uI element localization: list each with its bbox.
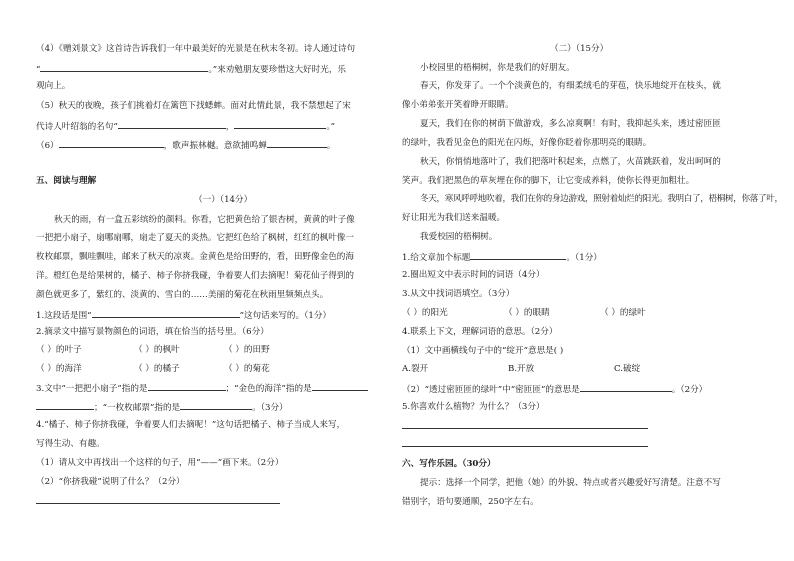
passage-two-line: 小校园里的梧桐树，你是我们的好朋友。 xyxy=(420,63,575,73)
p2-question-4: 4.联系上下文，理解词语的意思。（2分） xyxy=(402,327,558,337)
passage-one-line: 一把把小扇子，扇哪扇哪，扇走了夏天的炎热。它把红色给了枫树，红红的枫叶像一 xyxy=(36,233,354,243)
q4-line3: 观向上。 xyxy=(36,81,71,91)
fill-item[interactable]: （ ）的绿叶 xyxy=(600,308,646,318)
color-item[interactable]: （ ）的菊花 xyxy=(224,364,270,374)
answer-line[interactable] xyxy=(36,503,280,504)
p1-question-4-line1: 4.“橘子、柿子你挤我碰，争着要人们去摘呢！”这句话把橘子、柿子当成人来写， xyxy=(36,420,346,430)
q5-line1: （5）秋天的夜晚，孩子们挑着灯在篱笆下找蟋蟀。面对此情此景，我不禁想起了宋 xyxy=(36,101,351,111)
q1-text-post: ”这句话来写的。（1分） xyxy=(239,311,332,321)
q3-text-end: 。（3分） xyxy=(252,403,288,413)
q3-text-mid: ；“金色的海洋”指的是 xyxy=(225,384,312,394)
q4-line1: （4）《赠刘景文》这首诗告诉我们一年中最美好的光景是在秋末冬初。诗人通过诗句 xyxy=(36,44,356,54)
section-six-heading: 六、写作乐园。（30分） xyxy=(402,459,496,469)
passage-two-line: 夏天，我们在你的树荫下做游戏，多么凉爽啊！有时，我抑起头来，透过密匝匝 xyxy=(420,119,721,129)
passage-one-line: 颜色就更多了，紫红的、淡黄的、雪白的……美丽的菊花在秋雨里频频点头。 xyxy=(36,290,329,300)
choice-option[interactable]: A.裂开 xyxy=(402,364,429,374)
p1-question-3-line1 xyxy=(36,381,368,395)
passage-one-line: 枚枚邮票，飘哇飘哇，邮来了秋天的凉爽。金黄色是给田野的，看，田野像金色的海 xyxy=(36,252,354,262)
passage-two-line: 笑声。我们把黑色的草灰埋在你的脚下，让它变成养料，使你长得更加粗壮。 xyxy=(402,176,695,186)
q1r-text-pre: 1.给文章加个标题 xyxy=(402,253,471,263)
q1-blank[interactable] xyxy=(92,308,240,318)
q3-blank-3[interactable] xyxy=(36,400,94,410)
q3-blank-2[interactable] xyxy=(312,381,368,391)
q6-line xyxy=(36,138,335,152)
passage-two-line: 好让阳光为我们送来温暖。 xyxy=(402,213,506,223)
passage-one-heading: （一）（14分） xyxy=(194,195,253,205)
choice-option[interactable]: B.开放 xyxy=(508,364,535,374)
q4r-text-post: 。（2分） xyxy=(671,385,708,395)
answer-line[interactable] xyxy=(402,446,648,447)
q4-blank[interactable] xyxy=(40,62,208,72)
q6-text-mid: ，歌声振林樾。意欲捕鸣蝉 xyxy=(163,141,267,151)
p1-question-4-sub1: （1）请从文中再找出一个这样的句子，用“——”画下来。（2分） xyxy=(36,458,284,468)
q3-blank-4[interactable] xyxy=(180,400,252,410)
q5-text-end: 。” xyxy=(326,122,336,132)
passage-two-heading: （二）（15分） xyxy=(550,44,609,54)
title-blank[interactable] xyxy=(470,250,566,260)
fill-item[interactable]: （ ）的眼睛 xyxy=(504,308,550,318)
choice-option[interactable]: C.破绽 xyxy=(614,364,641,374)
q6-blank-1[interactable] xyxy=(59,138,164,148)
p1-question-3-line2 xyxy=(36,400,288,414)
q6-blank-2[interactable] xyxy=(267,138,327,148)
q3-blank-1[interactable] xyxy=(148,381,226,391)
passage-one-line: 洋。橙红色是给果树的，橘子、柿子你挤我碰，争着要人们去摘呢！菊花仙子得到的 xyxy=(36,271,354,281)
p1-question-2: 2.摘录文中描写景物颜色的词语，填在恰当的括号里。（6分） xyxy=(36,327,269,337)
color-item[interactable]: （ ）的枫叶 xyxy=(134,345,180,355)
q5-blank-2[interactable] xyxy=(234,119,326,129)
passage-two-line: 冬天，寒风呼呼地吹着，我们在你的身边游戏，照射着灿烂的阳光。我明白了，梧桐树，你落了叶， xyxy=(420,194,783,204)
q5-text-mid: ， xyxy=(225,122,235,132)
p2-question-4-sub1: （1）文中画横线句子中的“绽开”意思是( ) xyxy=(402,346,564,356)
passage-two-line: 的绿叶，我看见金色的阳光在闪烁，好像你眨着你那明亮的眼睛。 xyxy=(402,138,652,148)
section-five-heading: 五、阅读与理解 xyxy=(36,176,97,186)
q5-text-pre: 代诗人叶绍翁的名句“ xyxy=(36,122,118,132)
q6-text-pre: （6） xyxy=(36,141,59,151)
color-item[interactable]: （ ）的橘子 xyxy=(134,364,180,374)
q5-blank-1[interactable] xyxy=(118,119,226,129)
passage-two-line: 我爱校园的梧桐树。 xyxy=(420,232,498,242)
fill-item[interactable]: （ ）的阳光 xyxy=(402,308,448,318)
q6-text-end: 。 xyxy=(326,141,336,151)
p2-question-5: 5.你喜欢什么植物？为什么？（3分） xyxy=(402,402,545,412)
q1r-text-post: 。（1分） xyxy=(566,253,602,263)
passage-one-line: 秋天的雨，有一盒五彩缤纷的颜料。你看，它把黄色给了银杏树，黄黄的叶子像 xyxy=(54,215,355,225)
color-item[interactable]: （ ）的田野 xyxy=(224,345,270,355)
q5-line2 xyxy=(36,119,335,133)
writing-tip-line2: 错别字，语句要通顺，250字左右。 xyxy=(402,497,539,507)
answer-line[interactable] xyxy=(402,428,648,429)
q3-text-mid2: ；“一枚枚邮票”指的是 xyxy=(94,403,181,413)
p2-question-3: 3.从文中找词语填空。（3分） xyxy=(402,289,515,299)
p1-question-1 xyxy=(36,308,331,322)
q3-text-pre: 3.文中“一把把小扇子”指的是 xyxy=(36,384,148,394)
p1-question-4-line2: 写得生动、有趣。 xyxy=(36,439,105,449)
q4r-text-pre: （2）“透过密匝匝的绿叶”中“密匝匝”的意思是 xyxy=(402,385,580,395)
q4-line2 xyxy=(36,62,346,76)
quote-open: “ xyxy=(36,65,41,75)
q4-line2-text: 。”来劝勉朋友要珍惜这大好时光，乐 xyxy=(208,65,347,75)
color-item[interactable]: （ ）的叶子 xyxy=(36,345,82,355)
p2-question-1 xyxy=(402,250,602,264)
passage-two-line: 像小弟弟张开笑着睁开眼睛。 xyxy=(402,100,514,110)
p1-question-4-sub2: （2）“你挤我碰”说明了什么？（2分） xyxy=(36,477,185,487)
color-item[interactable]: （ ）的海洋 xyxy=(36,364,82,374)
passage-two-line: 秋天，你悄悄地落叶了，我们把落叶积起来，点燃了，火苗跳跃着，发出呵呵的 xyxy=(420,157,721,167)
p2-question-2: 2.圈出短文中表示时间的词语（4分） xyxy=(402,270,545,280)
meaning-blank[interactable] xyxy=(580,382,672,392)
passage-two-line: 春天，你发芽了。一个个淡黄色的，有细柔绒毛的芽苞，快乐地绽开在枝头，就 xyxy=(420,81,721,91)
p2-question-4-sub2 xyxy=(402,382,707,396)
writing-tip-line1: 提示：选择一个同学，把他（她）的外貌、特点或者兴趣爱好写清楚。注意不写 xyxy=(420,478,721,488)
q1-text-pre: 1.这段话是围“ xyxy=(36,311,92,321)
